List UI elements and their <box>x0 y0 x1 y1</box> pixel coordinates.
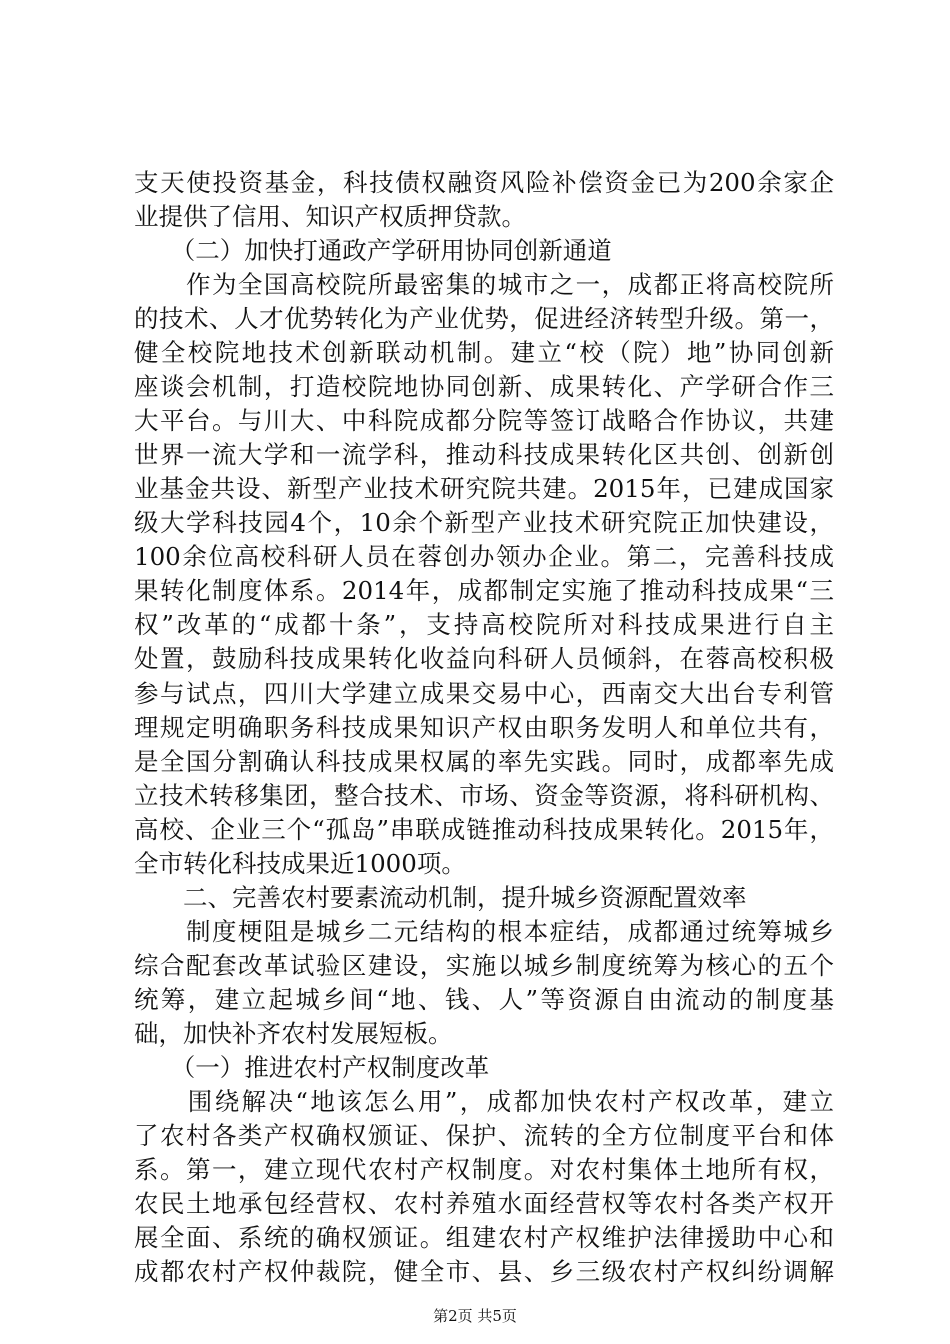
body-text-line: 100余位高校科研人员在蓉创办领办企业。第二，完善科技成 <box>134 542 834 572</box>
body-text-line: 大平台。与川大、中科院成都分院等签订战略合作协议，共建 <box>134 406 834 436</box>
body-text-line: 立技术转移集团，整合技术、市场、资金等资源，将科研机构、 <box>134 780 834 810</box>
body-text-line: 的技术、人才优势转化为产业优势，促进经济转型升级。第一， <box>134 304 834 334</box>
body-text-line: 健全校院地技术创新联动机制。建立“校（院）地”协同创新 <box>134 338 834 368</box>
body-text-line: 农民土地承包经营权、农村养殖水面经营权等农村各类产权开 <box>134 1188 834 1218</box>
body-text-line: 围绕解决“地该怎么用”，成都加快农村产权改革，建立 <box>134 1086 834 1116</box>
body-text-line: 统筹，建立起城乡间“地、钱、人”等资源自由流动的制度基 <box>134 984 834 1014</box>
section-heading: （一）推进农村产权制度改革 <box>134 1052 490 1082</box>
body-text-line: 果转化制度体系。2014年，成都制定实施了推动科技成果“三 <box>134 576 834 606</box>
body-text-line: 系。第一，建立现代农村产权制度。对农村集体土地所有权， <box>134 1154 834 1184</box>
body-text-line: 座谈会机制，打造校院地协同创新、成果转化、产学研合作三 <box>134 372 834 402</box>
body-text-line: 作为全国高校院所最密集的城市之一，成都正将高校院所 <box>134 270 834 300</box>
body-text-line: 权”改革的“成都十条”，支持高校院所对科技成果进行自主 <box>134 610 834 640</box>
body-text-line: 成都农村产权仲裁院，健全市、县、乡三级农村产权纠纷调解 <box>134 1257 834 1286</box>
body-text-line: 展全面、系统的确权颁证。组建农村产权维护法律援助中心和 <box>134 1223 834 1252</box>
body-text-line: 处置，鼓励科技成果转化收益向科研人员倾斜，在蓉高校积极 <box>134 644 834 674</box>
body-text-line: 了农村各类产权确权颁证、保护、流转的全方位制度平台和体 <box>134 1120 834 1150</box>
body-text-line: 支天使投资基金，科技债权融资风险补偿资金已为200余家企 <box>134 168 834 197</box>
body-text-line: 业基金共设、新型产业技术研究院共建。2015年，已建成国家 <box>134 474 834 504</box>
body-text-line: 是全国分割确认科技成果权属的率先实践。同时，成都率先成 <box>134 746 834 776</box>
body-text-line: 高校、企业三个“孤岛”串联成链推动科技成果转化。2015年， <box>134 814 834 844</box>
body-text-line: 业提供了信用、知识产权质押贷款。 <box>134 202 526 231</box>
section-heading: （二）加快打通政产学研用协同创新通道 <box>134 236 612 266</box>
body-text-line: 级大学科技园4个，10余个新型产业技术研究院正加快建设， <box>134 508 834 538</box>
body-text-line: 理规定明确职务科技成果知识产权由职务发明人和单位共有， <box>134 712 834 742</box>
body-text-line: 础，加快补齐农村发展短板。 <box>134 1018 453 1048</box>
body-text-line: 世界一流大学和一流学科，推动科技成果转化区共创、创新创 <box>134 440 834 470</box>
body-text-line: 制度梗阻是城乡二元结构的根本症结，成都通过统筹城乡 <box>134 916 834 946</box>
page-footer: 第2页 共5页 <box>433 1307 517 1325</box>
body-text-line: 参与试点，四川大学建立成果交易中心，西南交大出台专利管 <box>134 678 834 708</box>
section-heading: 二、完善农村要素流动机制，提升城乡资源配置效率 <box>134 882 747 912</box>
body-text-line: 综合配套改革试验区建设，实施以城乡制度统筹为核心的五个 <box>134 950 834 980</box>
body-text-line: 全市转化科技成果近1000项。 <box>134 848 466 878</box>
